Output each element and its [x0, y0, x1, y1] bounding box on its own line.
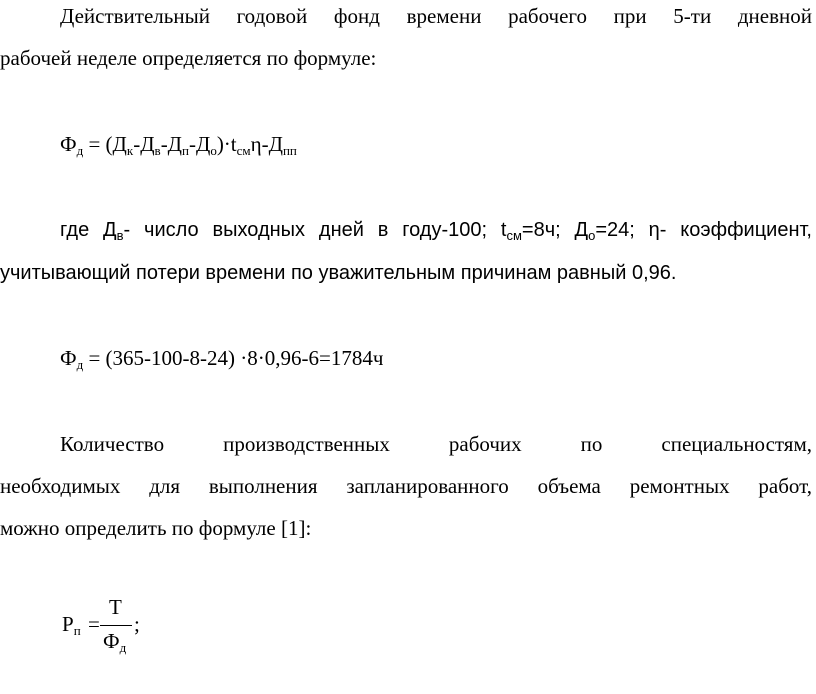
formula-workers-denominator: $Ф_д$	[103, 629, 127, 655]
formula-workers-semicolon: ;	[134, 612, 140, 636]
paragraph-1-line-1: Действительный годовой фонд времени рабочего при 5-ти дневной	[60, 4, 812, 28]
formula-fund-calc: $Ф_д = (365-100-8-24) \cdot 8\cdot 0,96-6=1784ч$	[60, 346, 384, 372]
paragraph-3-line-1: Количество производственных рабочих по специальностям,	[60, 432, 812, 456]
paragraph-2-line-1: где $Д_в-$ число выходных дней в году-100; $t_{см}=8ч$; $Д_о=24$; η- коэффициент,	[60, 219, 812, 243]
formula-fund-time: $Ф_д = (Д_к-Д_в-Д_п-Д_о)\cdot t_{см}\eta-Д_{пп}$	[60, 132, 297, 158]
paragraph-1-line-2: рабочей неделе определяется по формуле:	[0, 46, 377, 70]
paragraph-2-line-2: учитывающий потери времени по уважительным причинам равный 0,96.	[0, 262, 677, 284]
formula-workers-lhs: $Р_п$	[62, 612, 81, 638]
fraction-bar	[100, 625, 132, 626]
formula-workers-numerator: Т	[109, 595, 122, 619]
formula-workers-equals: =	[88, 612, 100, 636]
paragraph-3-line-3: можно определить по формуле [1]:	[0, 516, 312, 540]
paragraph-3-line-2: необходимых для выполнения запланированного объема ремонтных работ,	[0, 474, 812, 498]
